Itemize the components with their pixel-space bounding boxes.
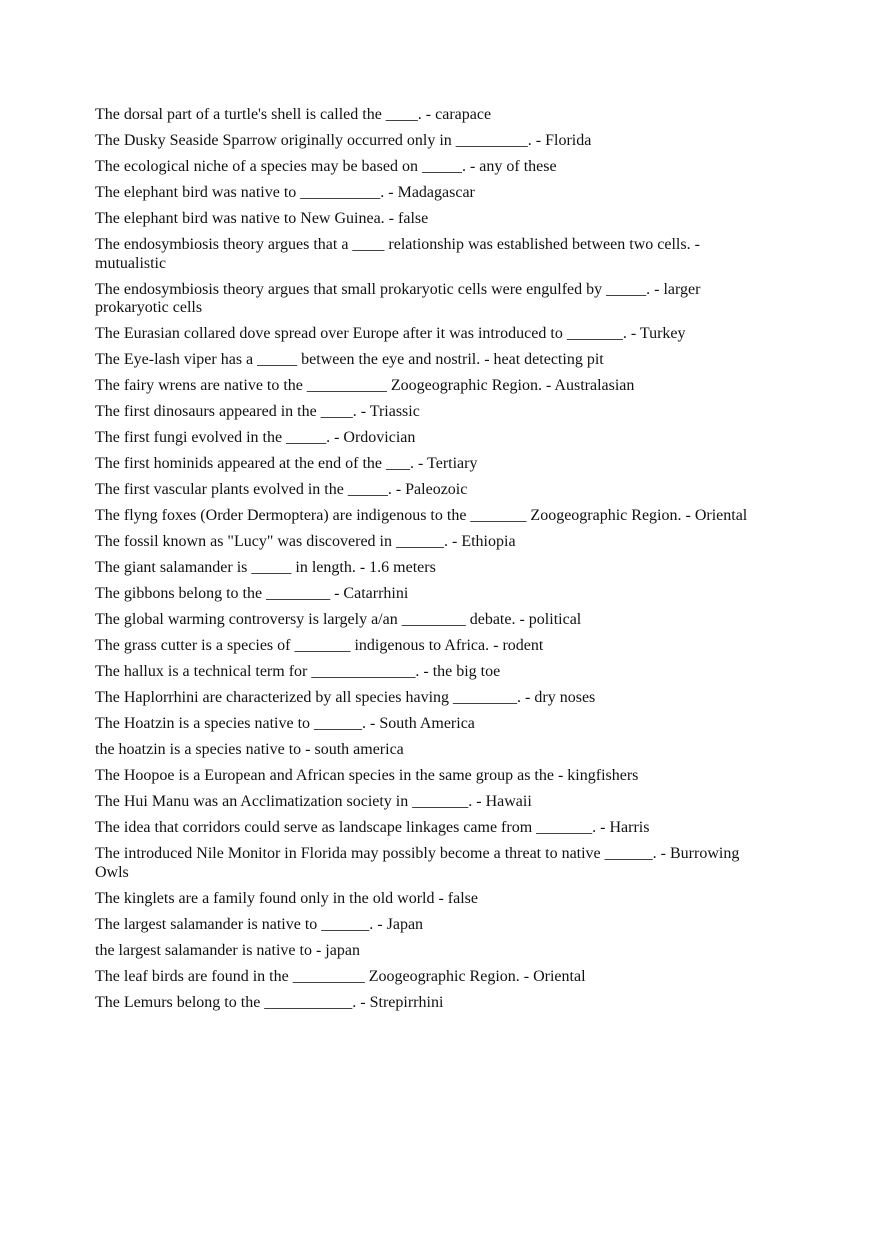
list-item: The Eurasian collared dove spread over Europe after it was introduced to _______. - Turkey — [95, 325, 686, 342]
list-item: The Hoatzin is a species native to ______. - South America — [95, 715, 475, 732]
list-item: The Eye-lash viper has a _____ between the eye and nostril. - heat detecting pit — [95, 351, 604, 368]
list-item: The first hominids appeared at the end of the ___. - Tertiary — [95, 455, 478, 472]
list-item: The first fungi evolved in the _____. - Ordovician — [95, 429, 416, 446]
list-item: The introduced Nile Monitor in Florida may possibly become a threat to native ______. - Burrowing Owls — [95, 845, 740, 881]
list-item: The grass cutter is a species of _______ indigenous to Africa. - rodent — [95, 637, 544, 654]
list-item: The first vascular plants evolved in the _____. - Paleozoic — [95, 481, 468, 498]
list-item: The ecological niche of a species may be based on _____. - any of these — [95, 158, 557, 175]
list-item: The gibbons belong to the ________ - Catarrhini — [95, 585, 409, 602]
list-item: the largest salamander is native to - japan — [95, 941, 360, 959]
list-item: The elephant bird was native to __________. - Madagascar — [95, 184, 475, 201]
list-item: The hallux is a technical term for _____________. - the big toe — [95, 663, 501, 680]
list-item: The Haplorrhini are characterized by all species having ________. - dry noses — [95, 689, 596, 706]
list-item: The idea that corridors could serve as landscape linkages came from _______. - Harris — [95, 819, 650, 836]
list-item: The flyng foxes (Order Dermoptera) are indigenous to the _______ Zoogeographic Region. - Oriental — [95, 507, 748, 524]
list-item: The endosymbiosis theory argues that a ____ relationship was established between two cells. - mutualistic — [95, 236, 700, 272]
list-item: The fossil known as "Lucy" was discovered in ______. - Ethiopia — [95, 533, 516, 550]
list-item: The first dinosaurs appeared in the ____. - Triassic — [95, 403, 420, 420]
list-item: The giant salamander is _____ in length. - 1.6 meters — [95, 559, 436, 576]
list-item: The Lemurs belong to the ___________. - Strepirrhini — [95, 993, 444, 1011]
list-item: The Dusky Seaside Sparrow originally occurred only in _________. - Florida — [95, 132, 592, 149]
list-item: The fairy wrens are native to the __________ Zoogeographic Region. - Australasian — [95, 377, 635, 394]
list-item: The dorsal part of a turtle's shell is called the ____. - carapace — [95, 106, 492, 123]
list-item: The leaf birds are found in the _________ Zoogeographic Region. - Oriental — [95, 967, 586, 985]
question-answer-list — [95, 106, 755, 1020]
list-item: The elephant bird was native to New Guinea. - false — [95, 210, 429, 227]
list-item: The kinglets are a family found only in the old world - false — [95, 889, 479, 907]
list-item: The Hoopoe is a European and African species in the same group as the - kingfishers — [95, 767, 639, 784]
list-item: The largest salamander is native to ______. - Japan — [95, 915, 424, 933]
list-item: The Hui Manu was an Acclimatization society in _______. - Hawaii — [95, 793, 532, 810]
list-item: The endosymbiosis theory argues that small prokaryotic cells were engulfed by _____. - larger prokaryotic cells — [95, 280, 701, 316]
list-item: The global warming controversy is largely a/an ________ debate. - political — [95, 611, 582, 628]
list-item: the hoatzin is a species native to - south america — [95, 741, 404, 758]
